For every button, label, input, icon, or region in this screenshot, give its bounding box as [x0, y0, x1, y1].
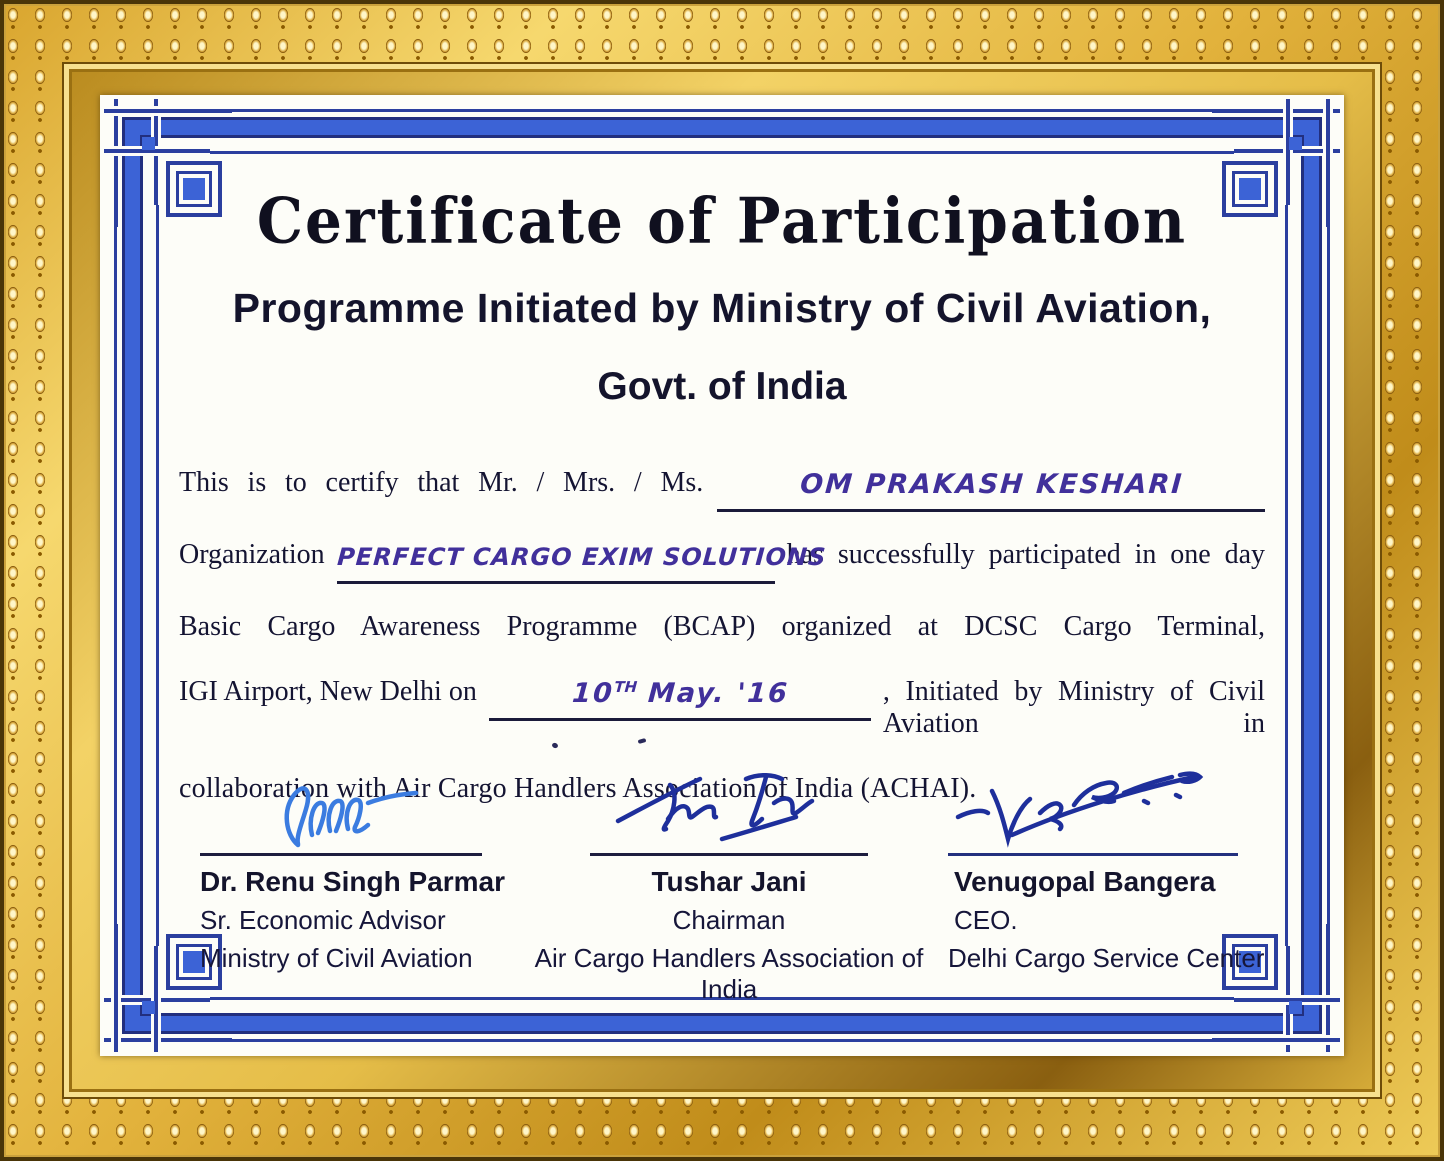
certificate-title: Certificate of Participation — [256, 184, 1188, 258]
body-line-1 — [179, 467, 1265, 506]
participated-text: has successfully participated in one day — [786, 539, 1265, 570]
date-handwritten: 10TH May. '16 — [570, 678, 790, 709]
signature-row — [100, 763, 1344, 1005]
jani-organization: Air Cargo Handlers Association of India — [534, 943, 924, 1004]
certificate-sheet — [100, 95, 1344, 1056]
bangera-signature-line — [948, 853, 1238, 856]
body-line-2 — [179, 539, 1265, 578]
organization-line — [335, 543, 827, 584]
date-line — [489, 678, 871, 721]
initiated-by-text: , Initiated by Ministry of Civil Aviation in — [882, 676, 1265, 739]
organization-handwritten: PERFECT CARGO EXIM SOLUTIONS — [335, 543, 827, 571]
parmar-signature-ink — [200, 763, 510, 851]
bangera-role: CEO. — [954, 905, 1018, 935]
jani-signature-line — [590, 853, 868, 856]
jani-name: Tushar Jani — [651, 866, 807, 897]
body-line-3: Basic Cargo Awareness Programme (BCAP) organized at DCSC Cargo Terminal, — [179, 611, 1265, 642]
subtitle-line-1: Programme Initiated by Ministry of Civil Aviation, — [232, 285, 1212, 331]
bangera-organization: Delhi Cargo Service Center — [948, 943, 1265, 973]
bangera-signature-ink — [948, 763, 1268, 851]
parmar-signature-line — [200, 853, 482, 856]
body-line-5: collaboration with Air Cargo Handlers Association of India (ACHAI). — [179, 773, 977, 804]
participant-name-line — [717, 469, 1265, 512]
subtitle-line-2: Govt. of India — [597, 365, 847, 408]
body-line-4 — [179, 676, 1265, 740]
certificate-body — [179, 467, 1265, 805]
jani-signature-ink — [604, 763, 854, 851]
organization-label: Organization — [179, 539, 325, 570]
parmar-role: Sr. Economic Advisor — [200, 905, 446, 935]
jani-role: Chairman — [672, 905, 786, 935]
parmar-organization: Ministry of Civil Aviation — [200, 943, 473, 973]
venue-date-prefix-text: IGI Airport, New Delhi on — [179, 676, 477, 707]
signature-block-bangera — [948, 763, 1268, 1005]
parmar-name: Dr. Renu Singh Parmar — [200, 866, 505, 897]
signature-block-jani — [519, 763, 939, 1005]
participant-name-handwritten: OM PRAKASH KESHARI — [798, 469, 1185, 500]
certify-prefix-text: This is to certify that Mr. / Mrs. / Ms. — [179, 467, 704, 498]
bangera-name: Venugopal Bangera — [954, 866, 1216, 897]
signature-block-parmar — [200, 763, 510, 1005]
